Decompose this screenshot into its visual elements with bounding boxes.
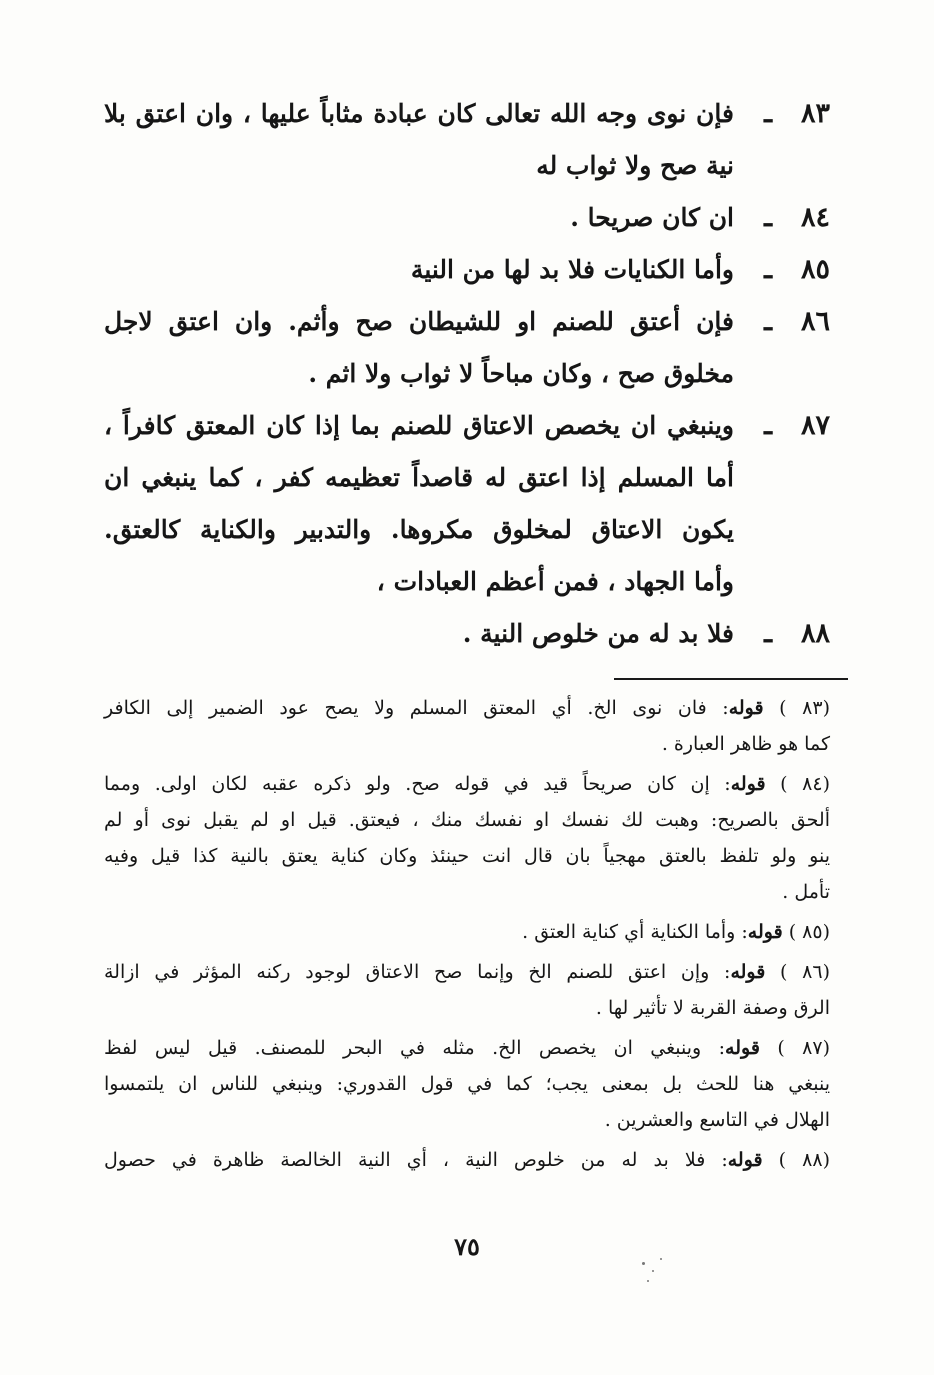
item-85 (104, 244, 830, 296)
main-text (104, 88, 830, 660)
item-number: ٨٧ (800, 410, 830, 441)
footnote-88 (104, 1142, 830, 1178)
item-line: ان كان صريحا . (570, 203, 734, 232)
footnote-text: : وأما الكناية أي كناية العتق . (522, 921, 748, 943)
footnote-keyword: قوله (727, 1149, 763, 1171)
item-dash: ـ (764, 202, 772, 233)
item-number: ٨٣ (800, 98, 830, 129)
item-line: وينبغي ان يخصص الاعتاق للصنم بما إذا كان المعتق كافراً ، (104, 411, 734, 440)
footnote-line: الهلال في التاسع والعشرين . (604, 1109, 830, 1131)
item-line: مخلوق صح ، وكان مباحاً لا ثواب ولا اثم . (308, 359, 734, 388)
item-line: فإن نوى وجه الله تعالى كان عبادة مثاباً عليها ، وان اعتق بلا (104, 99, 734, 128)
item-line: أما المسلم إذا اعتق له قاصداً تعظيمه كفر ، كما ينبغي ان (104, 463, 734, 492)
footnote-number: (٨٧ ) (777, 1037, 830, 1059)
item-line: يكون الاعتاق لمخلوق مكروها. والتدبير والكناية كالعتق. (104, 515, 734, 544)
footnote-84 (104, 766, 830, 910)
item-text (104, 192, 734, 244)
footnote-keyword: قوله (730, 773, 766, 795)
item-84 (104, 192, 830, 244)
footnote-line (104, 1142, 830, 1178)
footnote-87 (104, 1030, 830, 1138)
footnote-line: الرق وصفة القربة لا تأثير لها . (595, 997, 830, 1019)
footnote-line (104, 766, 830, 802)
item-dash: ـ (764, 98, 772, 129)
item-87 (104, 400, 830, 608)
item-dash: ـ (764, 306, 772, 337)
item-88 (104, 608, 830, 660)
footnote-line (104, 1030, 830, 1066)
footnote-text: : فان نوى الخ. أي المعتق المسلم ولا يصح عود الضمير إلى الكافر (104, 697, 729, 719)
footnote-line (104, 914, 830, 950)
item-line: وأما الكنايات فلا بد لها من النية (410, 255, 734, 284)
item-line: فلا بد له من خلوص النية . (462, 619, 734, 648)
footnote-keyword: قوله (747, 921, 783, 943)
footnote-line (104, 954, 830, 990)
item-86 (104, 296, 830, 400)
item-number: ٨٥ (800, 254, 830, 285)
scan-speck (660, 1258, 662, 1260)
item-number: ٨٦ (800, 306, 830, 337)
footnote-line: كما هو ظاهر العبارة . (661, 733, 830, 755)
footnote-number: (٨٨ ) (778, 1149, 830, 1171)
item-line: فإن أعتق للصنم او للشيطان صح وأثم. وان اعتق لاجل (104, 307, 734, 336)
item-dash: ـ (764, 254, 772, 285)
footnote-number: (٨٦ ) (780, 961, 830, 983)
scan-speck (652, 1270, 654, 1272)
item-text (104, 296, 734, 400)
item-83 (104, 88, 830, 192)
footnote-85 (104, 914, 830, 950)
footnote-line (104, 690, 830, 726)
footnote-text: : وينبغي ان يخصص الخ. مثله في البحر للمصنف. قيل ليس لفظ (104, 1037, 726, 1059)
footnote-keyword: قوله (728, 697, 764, 719)
footnote-keyword: قوله (725, 1037, 760, 1059)
scan-speck (647, 1280, 649, 1282)
item-dash: ـ (764, 410, 772, 441)
item-line: وأما الجهاد ، فمن أعظم العبادات ، (376, 567, 734, 596)
scan-speck (642, 1262, 645, 1265)
footnote-text: : وإن اعتق للصنم الخ وإنما صح الاعتاق لوجود ركنه المؤثر في ازالة (104, 961, 731, 983)
footnote-line: تأمل . (782, 881, 830, 903)
footnote-text: : فلا بد له من خلوص النية ، أي النية الخالصة ظاهرة في حصول (104, 1149, 728, 1171)
page-number: ٧٥ (454, 1232, 480, 1261)
item-number: ٨٨ (800, 618, 830, 649)
footnote-separator (614, 678, 848, 680)
footnote-text: : إن كان صريحاً قيد في قوله صح. ولو ذكره عقبه لكان اولى. ومما (104, 773, 731, 795)
item-text (104, 244, 734, 296)
footnote-line: ينو ولو تلفظ بالعتق مهجياً بان قال انت حينئذ وكان كناية يعتق بالنية كذا قيل وفيه (104, 845, 830, 867)
footnote-number: (٨٤ ) (780, 773, 831, 795)
footnotes (104, 690, 830, 1182)
footnote-keyword: قوله (730, 961, 766, 983)
footnote-86 (104, 954, 830, 1026)
item-text (104, 400, 734, 608)
footnote-number: (٨٣ ) (779, 697, 830, 719)
footnote-line: ألحق بالصريح: وهبت لك نفسك او نفسك منك ، فيعتق. قيل او لم يقبل نوى أو لم (104, 809, 830, 831)
item-text (104, 608, 734, 660)
footnote-83 (104, 690, 830, 762)
footnote-line: ينبغي هنا للحث بل بمعنى يجب؛ كما في قول القدوري: وينبغي للناس ان يلتمسوا (104, 1073, 830, 1095)
footnote-number: (٨٥ ) (788, 921, 830, 943)
item-line: نية صح ولا ثواب له (536, 151, 734, 180)
item-text (104, 88, 734, 192)
item-dash: ـ (764, 618, 772, 649)
item-number: ٨٤ (800, 202, 830, 233)
